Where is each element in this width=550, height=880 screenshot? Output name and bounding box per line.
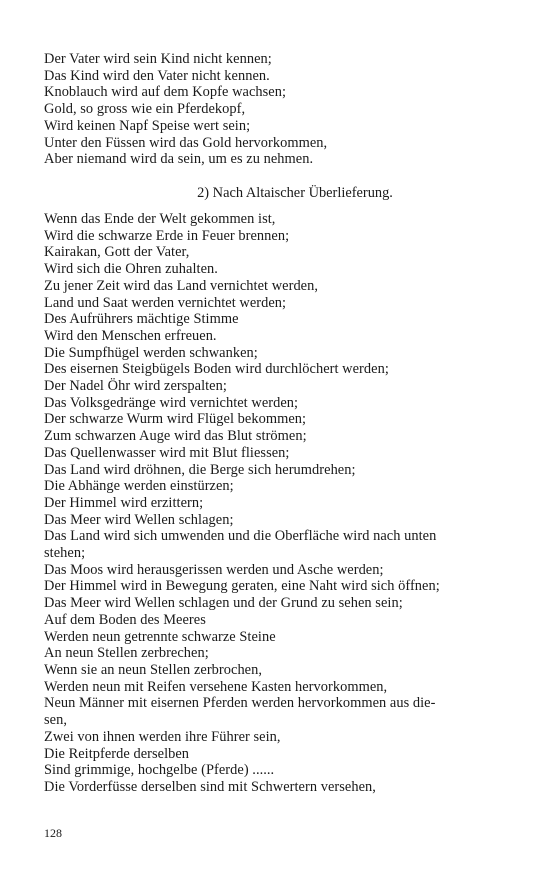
verse-line: Kairakan, Gott der Vater, [44,244,190,261]
verse-line: Die Sumpfhügel werden schwanken; [44,344,258,361]
verse-block-first [44,51,484,168]
verse-line: Werden neun mit Reifen versehene Kasten hervorkommen, [44,678,388,695]
verse-line: stehen; [44,545,86,562]
verse-line: Wird den Menschen erfreuen. [44,327,217,344]
verse-line: sen, [44,712,67,729]
verse-line: Das Quellenwasser wird mit Blut fliessen; [44,444,290,461]
verse-line: Die Abhänge werden einstürzen; [44,478,234,495]
verse-line: Der schwarze Wurm wird Flügel bekommen; [44,411,307,428]
verse-line: Des Aufrührers mächtige Stimme [44,311,239,328]
verse-line: Das Land wird sich umwenden und die Oberfläche wird nach unten [44,528,437,545]
verse-line: An neun Stellen zerbrechen; [44,645,209,662]
verse-line: Der Himmel wird in Bewegung geraten, eine Naht wird sich öffnen; [44,578,440,595]
verse-line: Das Volksgedränge wird vernichtet werden; [44,394,299,411]
verse-line: Der Nadel Öhr wird zerspalten; [44,378,227,395]
verse-line: Zwei von ihnen werden ihre Führer sein, [44,728,281,745]
verse-line: Auf dem Boden des Meeres [44,611,206,628]
verse-line: Werden neun getrennte schwarze Steine [44,628,276,645]
verse-line: Knoblauch wird auf dem Kopfe wachsen; [44,84,287,101]
verse-line: Die Reitpferde derselben [44,745,190,762]
verse-line: Wenn das Ende der Welt gekommen ist, [44,211,276,227]
verse-line: Unter den Füssen wird das Gold hervorkommen, [44,134,328,151]
verse-line: Land und Saat werden vernichtet werden; [44,294,287,311]
verse-block-second [44,211,484,796]
verse-line: Der Himmel wird erzittern; [44,494,204,511]
section-heading: 2) Nach Altaischer Überlieferung. [197,185,393,201]
verse-line: Der Vater wird sein Kind nicht kennen; [44,51,272,67]
verse-line: Das Meer wird Wellen schlagen; [44,511,234,528]
verse-line: Wenn sie an neun Stellen zerbrochen, [44,661,263,678]
verse-line: Sind grimmige, hochgelbe (Pferde) ...... [44,762,275,779]
verse-line: Des eisernen Steigbügels Boden wird durchlöchert werden; [44,361,389,378]
page-number: 128 [44,826,62,840]
verse-line: Wird sich die Ohren zuhalten. [44,261,218,278]
verse-line: Das Moos wird herausgerissen werden und Asche werden; [44,561,384,578]
verse-line: Das Meer wird Wellen schlagen und der Grund zu sehen sein; [44,595,403,612]
verse-line: Zum schwarzen Auge wird das Blut strömen; [44,428,307,445]
verse-line: Die Vorderfüsse derselben sind mit Schwertern versehen, [44,778,376,795]
verse-line: Zu jener Zeit wird das Land vernichtet werden, [44,277,319,294]
verse-line: Wird keinen Napf Speise wert sein; [44,117,251,134]
verse-line: Gold, so gross wie ein Pferdekopf, [44,101,246,118]
verse-line: Wird die schwarze Erde in Feuer brennen; [44,227,290,244]
verse-line: Neun Männer mit eisernen Pferden werden hervorkommen aus die- [44,695,436,712]
verse-line: Aber niemand wird da sein, um es zu nehmen. [44,151,314,168]
verse-line: Das Land wird dröhnen, die Berge sich herumdrehen; [44,461,356,478]
verse-line: Das Kind wird den Vater nicht kennen. [44,67,270,84]
